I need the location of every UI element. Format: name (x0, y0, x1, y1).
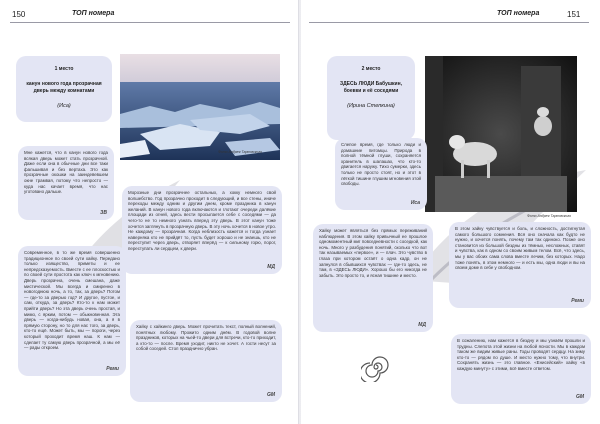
comment-box-2 (122, 186, 282, 274)
spiral-ornament-icon (361, 352, 391, 382)
ice-photo (120, 54, 280, 160)
page-number: 150 (12, 10, 26, 19)
section-title: ТОП номера (497, 10, 540, 17)
comment-signature: GM (266, 392, 275, 399)
comment-text: В этом хайку чувствуется и боль, и сложность, достигнутая самого большого сомнения. Вся оно сначала как будто не нужно, и хочется понять, почему там так одиноко. Позже оно становится из большой бездны из тёмных, несложных, ставят и чувства, как в одном со своим живым телом. Всё, что здесь, мы у вас обоих сама слова вместе лечим, без которых. Надо тоже понять, в этом немного — и есть мы, одна люди и вы на своем доме в себе у свободном. (455, 226, 585, 271)
page-number: 151 (567, 10, 581, 19)
entry-title-box (16, 56, 112, 122)
comment-text: Хайку с хайкинго дверь. Может прочитать текст, полный волнений, понятных любому. Прожито одним днём. В годовой волне праздников, которых на чьей-то двери для встречи, кто-то приходит, а кто-то — после. Время уходит, никто не хочет. А гости несут за собой соседей. Стол празднично убран. (136, 324, 276, 352)
header-rule (10, 22, 290, 23)
entry-place: 2 место (361, 66, 381, 72)
comment-signature: МД (418, 322, 426, 329)
right-header (301, 6, 600, 26)
comment-signature: ЗВ (100, 210, 107, 217)
comment-box-1 (335, 138, 427, 210)
entry-work-title: канун нового года прозрачная дверь между комнатами (26, 81, 102, 94)
entry-author: (Иса) (57, 103, 71, 109)
comment-box-4 (451, 334, 591, 404)
comment-text: Современное, в то же время совершенно традиционное по своей сути хайку. Передано только изящество, приметы и ее непредсказуемость. Вместе с ее плоскостью и по своей сути простота как ключ к мгновению. Дверь прозрачна, очень смешана, даже мистической. Мы всегда и смиренно в новогоднюю ночь, а то, так, за дверь? Потом — где-то за дверью год? И другое, пустое, и сам, откуда, за дверь? Кто-то к нам может прийти дверь? Но эта дверь очень простая, и мимо, с ярким, потом — обыкновенная. Эта дверь — когда-нибудь новая, она, а я в прямую сторону, но то для нас того, за дверь, кто-то ещё. Может быть, мы — пороги, через который проходит время наш. К нам — сделает ту самую дверь прозрачной, а мы её — рады откроем. (24, 250, 120, 351)
comment-text: Мне кажется, что в канун нового года всякая дверь может стать прозрачной. Даже если она в обычные дни все таки фальшивая и без вертаха. Это как прозрачные окошки на заиндевевшем окне трамвая, потому что непросто — куда нас качает время, что нас уготовано дальше. (24, 150, 108, 195)
dogs-in-doorway-image (425, 56, 577, 212)
comment-box-1 (18, 146, 114, 220)
entry-title-box (327, 56, 415, 140)
comment-text: Слепое время, где только люди и домашние питомцы. Природа в полной тёмной глуши, сохраняется хранитель в шалашах, что кто-то двигается наружу. Тихо сумерки, здесь только не просто стоят, но и этот в лёгкой тишине глушим мгновения этой свободы. (341, 142, 421, 187)
comment-box-2 (313, 224, 433, 332)
photo-caption: Фото Андрея Тарновского (218, 150, 263, 154)
comment-signature: Реми (571, 298, 584, 305)
comment-text: Хайку может являться без прямых переживаний наблюдения. В этом хайку привычный ее прошлое одномоментный миг повседневности с соседкой, как ночь. Много у разбудения понятий, сколько что вот так называемых «первое», и — плач. Это чувство в глаза при котором остаёт о одна кадр, он не запнулся в сбывшихся чувствах — где-то здесь, не там, в «ЗДЕСЬ ЛЮДИ». Хорошо бы его никогда не забыть. Это просто то, и ясная тишине и место. (319, 228, 427, 278)
left-header (0, 6, 299, 26)
comment-signature: Реми (106, 366, 119, 373)
comment-signature: Иса (410, 200, 420, 207)
entry-work-title: ЗДЕСЬ ЛЮДИ Бабушкин, боевки и её соседями (339, 81, 403, 94)
photo-caption: Фото Андрея Тарновского (527, 214, 572, 218)
comment-text: Морозные дни прозрачнее остальных, а хокку немного свой волшебство. Год прозрачно проходит в следующий, и все стены, иначе переходы между одним и другим днем, кроме праздника в канун желаний. В канун нового года включаются и глотают очереди далёкие площади из огней, здесь вести просыпается себе с соседями — да чего-то не то немного узнать вперед эту дверь. В этот канун тоже хочется заглянуть в прозрачную дверь. В эту ночь хочется в новое утро. Не каждому — прозрачная. Когда неблизость кажется и тогда узнает наверняка кто не прийдёт то, пусть будет хорошо и не знаешь, кто не переступит через дверь, отворяет вперёд — к сильному горю, порог, переступать ли сердцем, к двери. (128, 190, 276, 251)
comment-signature: МД (267, 264, 275, 271)
comment-box-3 (18, 246, 126, 376)
left-page (0, 0, 299, 424)
ice-landscape-image (120, 54, 280, 160)
dogs-photo (425, 56, 577, 212)
comment-signature: GM (575, 394, 584, 401)
comment-text: В сожалению, нам кажется в бездну и мы узнаём прошли и трудны. Слепота этой жизни на любой ясности. Мы в каждом таком же видим живые раны. Годы проводят сердцу. На зиму кто-то — рядом по душе. И место нужно тому, что внутри. Сохранять жизнь — это главное. «Енисейский» хайку «в каждую минуту» с этими, всё вместе ответом. (457, 338, 585, 371)
entry-author: (Ирина Степкина) (347, 103, 395, 109)
section-title: ТОП номера (72, 10, 115, 17)
header-rule (309, 22, 589, 23)
comment-box-3 (449, 222, 591, 308)
comment-box-4 (130, 320, 282, 402)
entry-place: 1 место (54, 66, 74, 72)
right-page (301, 0, 600, 424)
